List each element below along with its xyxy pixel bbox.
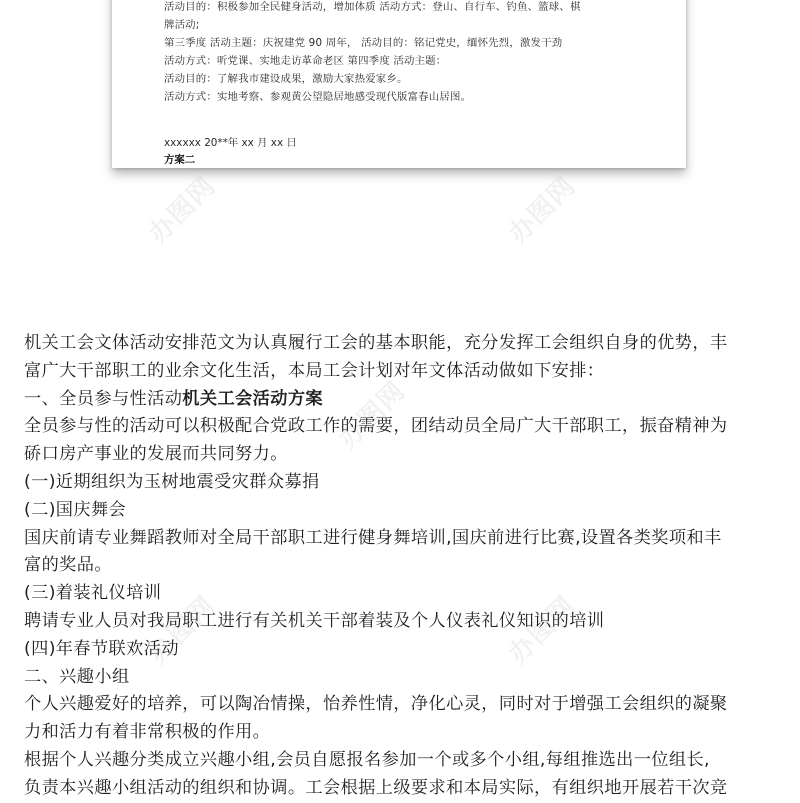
document-preview-card — [112, 0, 686, 168]
section-heading-prefix: 一、全员参与性活动 — [24, 388, 183, 409]
list-item: (四)年春节联欢活动 — [24, 638, 179, 659]
section-heading-2: 二、兴趣小组 — [24, 666, 130, 687]
watermark: 办图网 — [503, 171, 582, 250]
paragraph-line: 负责本兴趣小组活动的组织和协调。工会根据上级要求和本局实际，有组织地开展若干次竞 — [24, 777, 728, 798]
card-date: xxxxxx 20**年 xx 月 xx 日 — [164, 137, 297, 149]
list-item: (三)着装礼仪培训 — [24, 583, 162, 604]
card-plan-label: 方案二 — [164, 154, 196, 166]
paragraph-line: 机关工会文体活动安排范文为认真履行工会的基本职能，充分发挥工会组织自身的优势，丰 — [24, 333, 728, 353]
paragraph-line: 个人兴趣爱好的培养，可以陶冶情操，怡养性情，净化心灵，同时对于增强工会组织的凝聚 — [24, 694, 728, 715]
list-item: (一)近期组织为玉树地震受灾群众募捐 — [24, 471, 320, 492]
paragraph-line: 国庆前请专业舞蹈教师对全局干部职工进行健身舞培训,国庆前进行比赛,设置各类奖项和丰 — [24, 527, 722, 548]
card-line: 活动目的：了解我市建设成果，激励大家热爱家乡。 — [164, 73, 408, 85]
card-text-block — [164, 0, 684, 106]
paragraph-line: 富广大干部职工的业余文化生活，本局工会计划对年文体活动做如下安排： — [24, 360, 605, 381]
paragraph-line: 硚口房产事业的发展而共同努力。 — [24, 444, 288, 465]
card-line: 活动目的：积极参加全民健身活动，增加体质 活动方式：登山、自行车、钓鱼、篮球、棋 — [164, 1, 581, 13]
document-body — [24, 330, 784, 803]
list-item: (二)国庆舞会 — [24, 499, 127, 520]
card-line: 活动方式：实地考察、参观黄公望隐居地感受现代版富春山居图。 — [164, 91, 472, 103]
paragraph-line: 力和活力有着非常积极的作用。 — [24, 722, 271, 743]
card-line: 牌活动; — [164, 19, 200, 31]
watermark: 办图网 — [143, 591, 222, 670]
section-heading-bold: 机关工会活动方案 — [182, 388, 323, 409]
paragraph-line: 富的奖品。 — [24, 555, 112, 576]
watermark: 办图网 — [333, 376, 412, 455]
paragraph-line: 根据个人兴趣分类成立兴趣小组,会员自愿报名参加一个或多个小组,每组推选出一位组长, — [24, 749, 710, 770]
card-line: 活动方式：听党课、实地走访革命老区 第四季度 活动主题： — [164, 55, 447, 67]
paragraph-line: 全员参与性的活动可以积极配合党政工作的需要，团结动员全局广大干部职工，振奋精神为 — [24, 416, 728, 437]
section-heading-1 — [24, 386, 784, 414]
watermark: 办图网 — [503, 591, 582, 670]
watermark: 办图网 — [143, 171, 222, 250]
paragraph-line: 聘请专业人员对我局职工进行有关机关干部着装及个人仪表礼仪知识的培训 — [24, 610, 605, 631]
card-line: 第三季度 活动主题：庆祝建党 90 周年， 活动目的：铭记党史，缅怀先烈，激发干劲 — [164, 37, 563, 49]
